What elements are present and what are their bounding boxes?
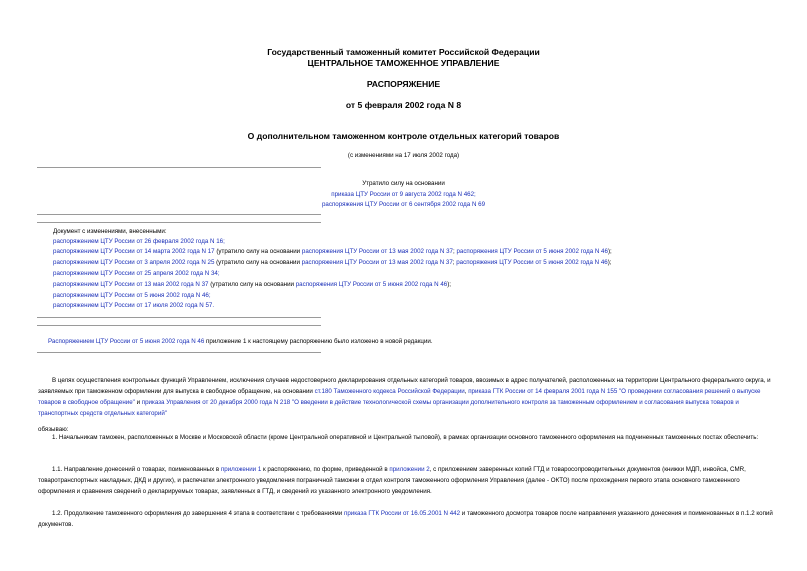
change-link[interactable]: распоряжением ЦТУ России от 26 февраля 2002 года N 16; bbox=[53, 238, 225, 245]
amendment-link[interactable]: Распоряжением ЦТУ России от 5 июня 2002 года N 46 bbox=[48, 338, 205, 345]
paragraph-1-2: 1.2. Продолжение таможенного оформления до завершения 4 этапа в соответствии с требованиями приказа ГТК России от 16.05.2001 N 442 и таможенного досмотра товаров после направления указанного донесения и поименованных в п.1.2 копий документов. bbox=[38, 510, 773, 528]
change-link[interactable]: распоряжением ЦТУ России от 17 июля 2002 года N 57. bbox=[53, 302, 215, 309]
amendment-text: приложение 1 к настоящему распоряжению было изложено в новой редакции. bbox=[204, 338, 433, 345]
divider bbox=[37, 317, 321, 318]
body-link[interactable]: ст.180 Таможенного кодекса Российской Федерации bbox=[314, 388, 465, 395]
change-link[interactable]: распоряжения ЦТУ России от 13 мая 2002 года N 37 bbox=[301, 259, 453, 266]
change-link[interactable]: распоряжением ЦТУ России от 3 апреля 2002 года N 25 bbox=[53, 259, 215, 266]
doc-date-number: от 5 февраля 2002 года N 8 bbox=[345, 100, 462, 110]
doc-title: О дополнительном таможенном контроле отдельных категорий товаров bbox=[247, 131, 560, 141]
revision-note: (с изменениями на 17 июля 2002 года) bbox=[347, 152, 460, 159]
change-link[interactable]: распоряжения ЦТУ России от 13 мая 2002 года N 37 bbox=[301, 248, 453, 255]
change-link[interactable]: распоряжением ЦТУ России от 13 мая 2002 года N 37 bbox=[53, 281, 209, 288]
change-link[interactable]: распоряжения ЦТУ России от 5 июня 2002 года N 46 bbox=[456, 259, 608, 266]
divider bbox=[37, 352, 321, 353]
change-link[interactable]: распоряжением ЦТУ России от 14 марта 2002 года N 17 bbox=[53, 248, 215, 255]
obliges-label: обязываю: bbox=[38, 426, 69, 433]
paragraph-1-1: 1.1. Направление донесений о товарах, поименованных в приложении 1 к распоряжению, по форме, приведенной в приложении 2, с приложением заверенных копий ГТД и товаросопроводительных документов (книжки МДП, инвойса, CMR, товаротранспортных накладных, ДКД и других), и распечатки электронного уведомления пограничной таможни в отдел контроля таможенного оформления Управления (далее - ОКТО) после прохождения первого этапа основного таможенного оформления и сравнения сведений о декларируемых товарах, заявленных в ГТД, и сведений из указанного электронного уведомления. bbox=[38, 466, 746, 495]
change-text: ; bbox=[452, 259, 457, 266]
changes-intro: Документ с изменениями, внесенными: bbox=[53, 228, 167, 235]
change-text: ); bbox=[607, 259, 612, 266]
order-link[interactable]: приказа ГТК России от 16.05.2001 N 442 bbox=[343, 510, 461, 517]
change-text: ; bbox=[452, 248, 457, 255]
appendix-1-link[interactable]: приложении 1 bbox=[220, 466, 262, 473]
divider bbox=[37, 167, 321, 168]
divider bbox=[37, 214, 321, 215]
doc-type: РАСПОРЯЖЕНИЕ bbox=[366, 79, 441, 89]
change-text: (утратило силу на основании bbox=[214, 248, 302, 255]
appendix-2-link[interactable]: приложении 2 bbox=[389, 466, 430, 473]
org-name: Государственный таможенный комитет Российской Федерации bbox=[267, 47, 540, 57]
change-text: (утратило силу на основании bbox=[208, 281, 296, 288]
amendment-note bbox=[48, 338, 433, 346]
change-link[interactable]: распоряжения ЦТУ России от 5 июня 2002 года N 46 bbox=[295, 281, 448, 288]
change-link[interactable]: распоряжением ЦТУ России от 5 июня 2002 года N 46; bbox=[53, 292, 211, 299]
lost-force-link-1[interactable]: приказа ЦТУ России от 9 августа 2002 года N 462; bbox=[331, 191, 476, 198]
change-link[interactable]: распоряжением ЦТУ России от 25 апреля 2002 года N 34; bbox=[53, 270, 220, 277]
dept-name: ЦЕНТРАЛЬНОЕ ТАМОЖЕННОЕ УПРАВЛЕНИЕ bbox=[307, 58, 500, 68]
lost-force-label: Утратило силу на основании bbox=[362, 180, 445, 187]
change-text: ); bbox=[607, 248, 612, 255]
change-link[interactable]: распоряжения ЦТУ России от 5 июня 2002 года N 46 bbox=[456, 248, 608, 255]
change-text: ); bbox=[447, 281, 451, 288]
divider bbox=[37, 325, 321, 326]
paragraph-1: 1. Начальникам таможен, расположенных в Москве и Московской области (кроме Центральной оперативной и Центральной тыловой), в рамках организации основного таможенного оформления на подчиненных таможенных постах обеспечить: bbox=[52, 434, 759, 441]
divider bbox=[37, 222, 321, 223]
body-link[interactable]: приказа Управления от 20 декабря 2000 года N 218 "О введении в действие технологической схемы организации дополнительного контроля за таможенным оформлением и согласования выпуска товаров и транспортных средств отдельных категорий" bbox=[38, 399, 739, 417]
change-text: (утратило силу на основании bbox=[214, 259, 302, 266]
paragraph-preamble: В целях осуществления контрольных функций Управлением, исключения случаев недостоверного декларирования отдельных категорий товаров, ввозимых в адрес получателей, расположенных на территории Центрального федерального округа, и заявляемых при таможенном оформлении для выпуска в свободное обращение, на основании ст.180 Таможенного кодекса Российской Федерации, приказа ГТК России от 14 февраля 2001 года N 155 "О проведении согласования решений о выпуске товаров в свободное обращение" и приказа Управления от 20 декабря 2000 года N 218 "О введении в действие технологической схемы организации дополнительного контроля за таможенным оформлением и согласования выпуска товаров и транспортных средств отдельных категорий" bbox=[38, 377, 771, 417]
body-link[interactable]: приказа ГТК России от 14 февраля 2001 года N 155 "О проведении согласования решений о выпуске товаров в свободное обращение" bbox=[38, 388, 761, 406]
lost-force-link-2[interactable]: распоряжения ЦТУ России от 6 сентября 2002 года N 69 bbox=[321, 201, 486, 208]
